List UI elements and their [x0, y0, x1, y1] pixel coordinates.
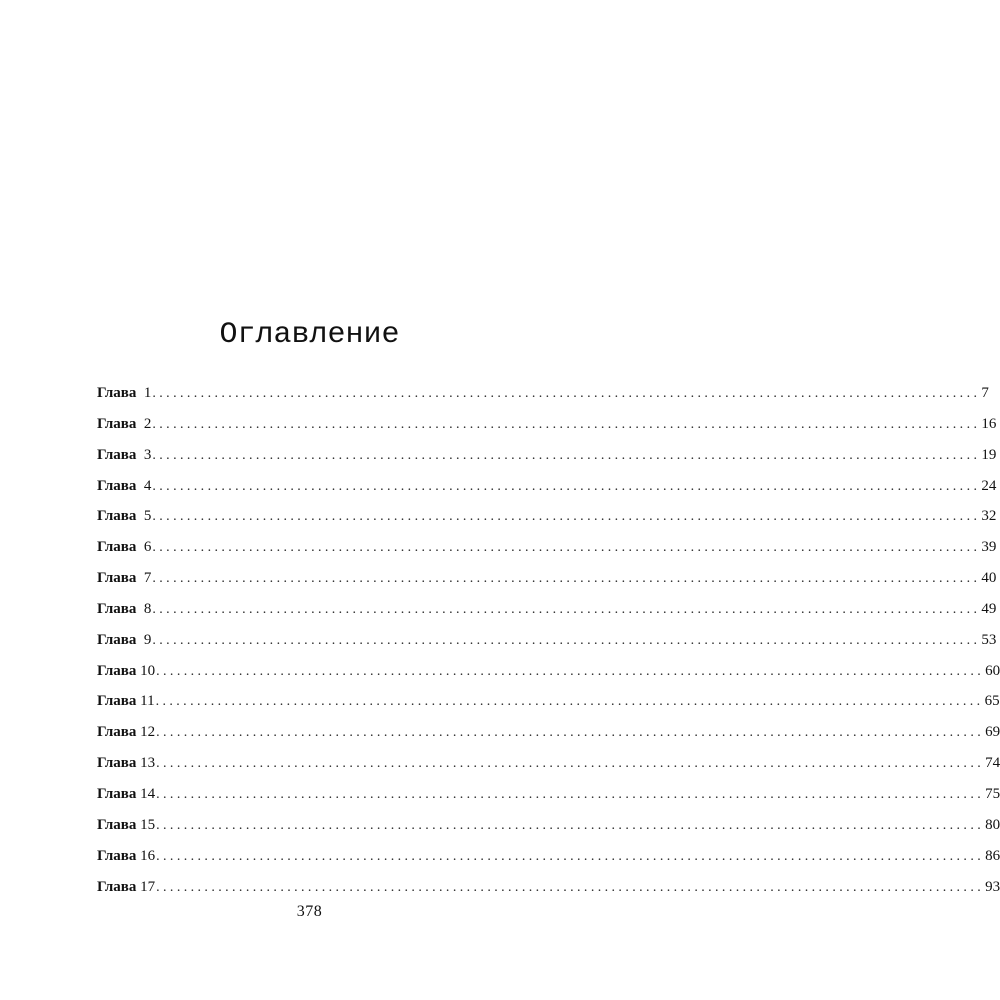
toc-entry-word: Глава [97, 755, 137, 772]
toc-entry-label [97, 532, 151, 563]
toc-entry-page: 32 [981, 508, 997, 525]
page-number: 378 [296, 903, 323, 920]
toc-entry-word: Глава [97, 446, 137, 463]
toc-entry-number: 6 [136, 539, 152, 556]
toc-entry-label [97, 656, 155, 687]
toc-entry-page: 24 [981, 477, 997, 494]
toc-leader-dots: ........................................................................................................................ [152, 601, 981, 617]
toc-entry [97, 440, 997, 471]
toc-entry-page: 65 [984, 693, 1000, 710]
toc-leader-dots: ........................................................................................................................ [156, 786, 985, 802]
toc-entry-word: Глава [97, 816, 137, 833]
toc-leader-dots: ........................................................................................................................ [156, 725, 985, 741]
toc-entry-page: 93 [985, 878, 1000, 895]
toc-entry-number: 5 [136, 508, 152, 525]
toc-entry-number: 3 [136, 446, 152, 463]
toc-entry [97, 810, 1000, 841]
toc-entry [97, 656, 1000, 687]
toc-entry-number: 7 [136, 570, 152, 587]
toc-entry-word: Глава [97, 662, 137, 679]
toc-entry-number: 1 [136, 385, 152, 401]
toc-entry [97, 594, 997, 625]
toc-entry-word: Глава [97, 539, 137, 556]
toc-entry-number: 11 [136, 693, 155, 710]
toc-leader-dots: ........................................................................................................................ [152, 632, 981, 648]
toc-leader-dots: ........................................................................................................................ [156, 756, 985, 772]
toc-entry-number: 9 [136, 631, 152, 648]
toc-entry [97, 717, 1000, 748]
toc-entry [97, 625, 997, 656]
toc-entry-label [97, 779, 155, 810]
toc-leader-dots: ........................................................................................................................ [152, 416, 981, 432]
toc-entry [97, 779, 1000, 810]
toc-entry-number: 4 [136, 477, 152, 494]
toc-entry-label [97, 717, 155, 748]
toc-entry-number: 10 [136, 662, 156, 679]
toc-entry-label [97, 378, 151, 409]
toc-entry-page: 40 [981, 570, 997, 587]
toc-entry-number: 12 [136, 724, 156, 741]
toc-entry-page: 74 [985, 755, 1000, 772]
toc-entry-word: Глава [97, 878, 137, 895]
toc-entry-label [97, 501, 151, 532]
toc-leader-dots: ........................................................................................................................ [152, 478, 981, 494]
toc-entry [97, 501, 997, 532]
toc-entry-page: 16 [981, 415, 997, 432]
toc-entry-label [97, 810, 155, 841]
toc-entry [97, 409, 997, 440]
toc-entry-word: Глава [97, 600, 137, 617]
toc-entry-page: 75 [985, 785, 1000, 802]
toc-entry-page: 60 [985, 662, 1000, 679]
toc-entry-number: 13 [136, 755, 156, 772]
toc-entry-label [97, 625, 151, 656]
toc-entry-page: 86 [985, 847, 1000, 864]
toc-entry [97, 471, 997, 502]
toc-entry-label [97, 594, 151, 625]
toc-entry [97, 686, 1000, 717]
toc-entry-label [97, 409, 151, 440]
page-title: Оглавление [219, 318, 400, 352]
toc-entry [97, 378, 989, 409]
toc-entry-page: 19 [981, 446, 997, 463]
toc-entry-label [97, 563, 151, 594]
toc-entry-page: 7 [981, 385, 989, 401]
table-of-contents [97, 378, 1000, 902]
toc-entry-word: Глава [97, 415, 137, 432]
toc-leader-dots: ........................................................................................................................ [156, 848, 985, 864]
toc-entry-page: 49 [981, 600, 997, 617]
toc-leader-dots: ........................................................................................................................ [152, 540, 981, 556]
toc-entry-label [97, 872, 155, 903]
toc-entry [97, 563, 997, 594]
toc-entry-number: 8 [136, 600, 152, 617]
toc-entry-number: 14 [136, 785, 156, 802]
toc-leader-dots: ........................................................................................................................ [152, 571, 981, 587]
toc-leader-dots: ........................................................................................................................ [152, 509, 981, 525]
toc-leader-dots: ........................................................................................................................ [152, 447, 981, 463]
toc-entry-number: 17 [136, 878, 156, 895]
toc-entry-page: 69 [985, 724, 1000, 741]
toc-leader-dots: ........................................................................................................................ [152, 386, 981, 401]
toc-entry-label [97, 471, 151, 502]
toc-entry-word: Глава [97, 631, 137, 648]
toc-leader-dots: ........................................................................................................................ [155, 694, 984, 710]
toc-entry-label [97, 686, 155, 717]
toc-entry [97, 748, 1000, 779]
toc-entry-word: Глава [97, 570, 137, 587]
toc-entry-label [97, 440, 151, 471]
toc-entry-word: Глава [97, 385, 137, 401]
toc-leader-dots: ........................................................................................................................ [156, 879, 985, 895]
toc-entry-page: 39 [981, 539, 997, 556]
toc-leader-dots: ........................................................................................................................ [156, 817, 985, 833]
toc-entry-number: 2 [136, 415, 152, 432]
toc-entry-word: Глава [97, 785, 137, 802]
toc-entry-label [97, 748, 155, 779]
toc-entry-page: 80 [985, 816, 1000, 833]
toc-entry-word: Глава [97, 693, 137, 710]
toc-entry-word: Глава [97, 508, 137, 525]
toc-leader-dots: ........................................................................................................................ [156, 663, 985, 679]
toc-entry [97, 872, 1000, 903]
toc-entry-word: Глава [97, 477, 137, 494]
toc-entry-number: 15 [136, 816, 156, 833]
toc-entry-word: Глава [97, 724, 137, 741]
toc-entry [97, 532, 997, 563]
toc-entry-label [97, 841, 155, 872]
toc-entry [97, 841, 1000, 872]
toc-entry-page: 53 [981, 631, 997, 648]
toc-entry-number: 16 [136, 847, 156, 864]
toc-entry-word: Глава [97, 847, 137, 864]
